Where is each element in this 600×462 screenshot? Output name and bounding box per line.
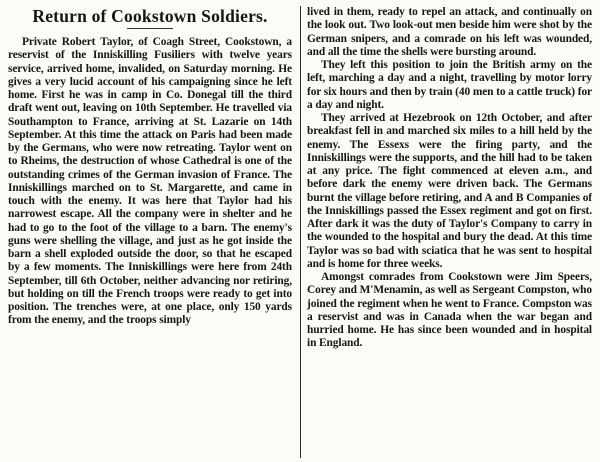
left-column bbox=[8, 6, 298, 462]
headline-rule bbox=[127, 28, 173, 29]
right-paragraph-2: They left this position to join the British army on the left, marching a day and a night, travelling by motor lorry for six hours and then by train (40 men to a cattle truck) for a day and night. bbox=[307, 59, 592, 111]
right-paragraph-3: They arrived at Hezebrook on 12th October, and after breakfast fell in and marched six miles to a hill held by the enemy. The Essexs were the firing party, and the Inniskillings were the supports, and the hill had to be taken at any price. The fight commenced at eleven a.m., and before dark the enemy were driven back. The Germans burnt the village before retiring, and A and B Companies of the Inniskillings passed the Essex regiment and got on first. After dark it was the duty of Taylor's Company to carry in the wounded to the hospital and bury the dead. At this time Taylor was so bad with sciatica that he was sent to hospital and is home for three weeks. bbox=[307, 112, 592, 270]
right-paragraph-4: Amongst comrades from Cookstown were Jim Speers, Corey and M'Menamin, as well as Sergeant Compston, who joined the regiment when he went to France. Compston was a reservist and was in Canada when the war began and hurried home. He has since been wounded and in hospital in England. bbox=[307, 271, 592, 350]
article-headline: Return of Cookstown Soldiers. bbox=[32, 6, 268, 26]
column-divider bbox=[300, 6, 301, 458]
article-columns bbox=[8, 6, 594, 462]
right-paragraph-1: lived in them, ready to repel an attack, and continually on the look out. Two look-out men beside him were shot by the German snipers, and a comrade on his left was wounded, and all the time the shells were bursting around. bbox=[307, 6, 592, 58]
right-column bbox=[307, 6, 592, 462]
left-paragraph-1: Private Robert Taylor, of Coagh Street, Cookstown, a reservist of the Inniskilling Fusiliers with twelve years service, arrived home, invalided, on Saturday morning. He gives a very lucid account of his campaigning since he left home. First he was in camp in Co. Donegal till the third draft went out, leaving on 10th September. He travelled via Southampton to France, arriving at St. Lazarie on 14th September. At this time the attack on Paris had been made by the Germans, who were now retreating. Taylor went on to Rheims, the destruction of whose Cathedral is one of the outstanding crimes of the German invasion of France. The Inniskillings marched on to St. Margarette, and came in touch with the enemy. It was here that Taylor had his narrowest escape. All the company were in shelter and he had to go to the foot of the village to a barn. The enemy's guns were shelling the village, and just as he got inside the barn a shell exploded outside the door, so that he escaped by a few moments. The Inniskillings were here from 24th September, till 6th October, neither advancing nor retiring, but holding on till the French troops were ready to get into position. The trenches were, at one place, only 150 yards from the enemy, and the troops simply bbox=[8, 36, 292, 327]
